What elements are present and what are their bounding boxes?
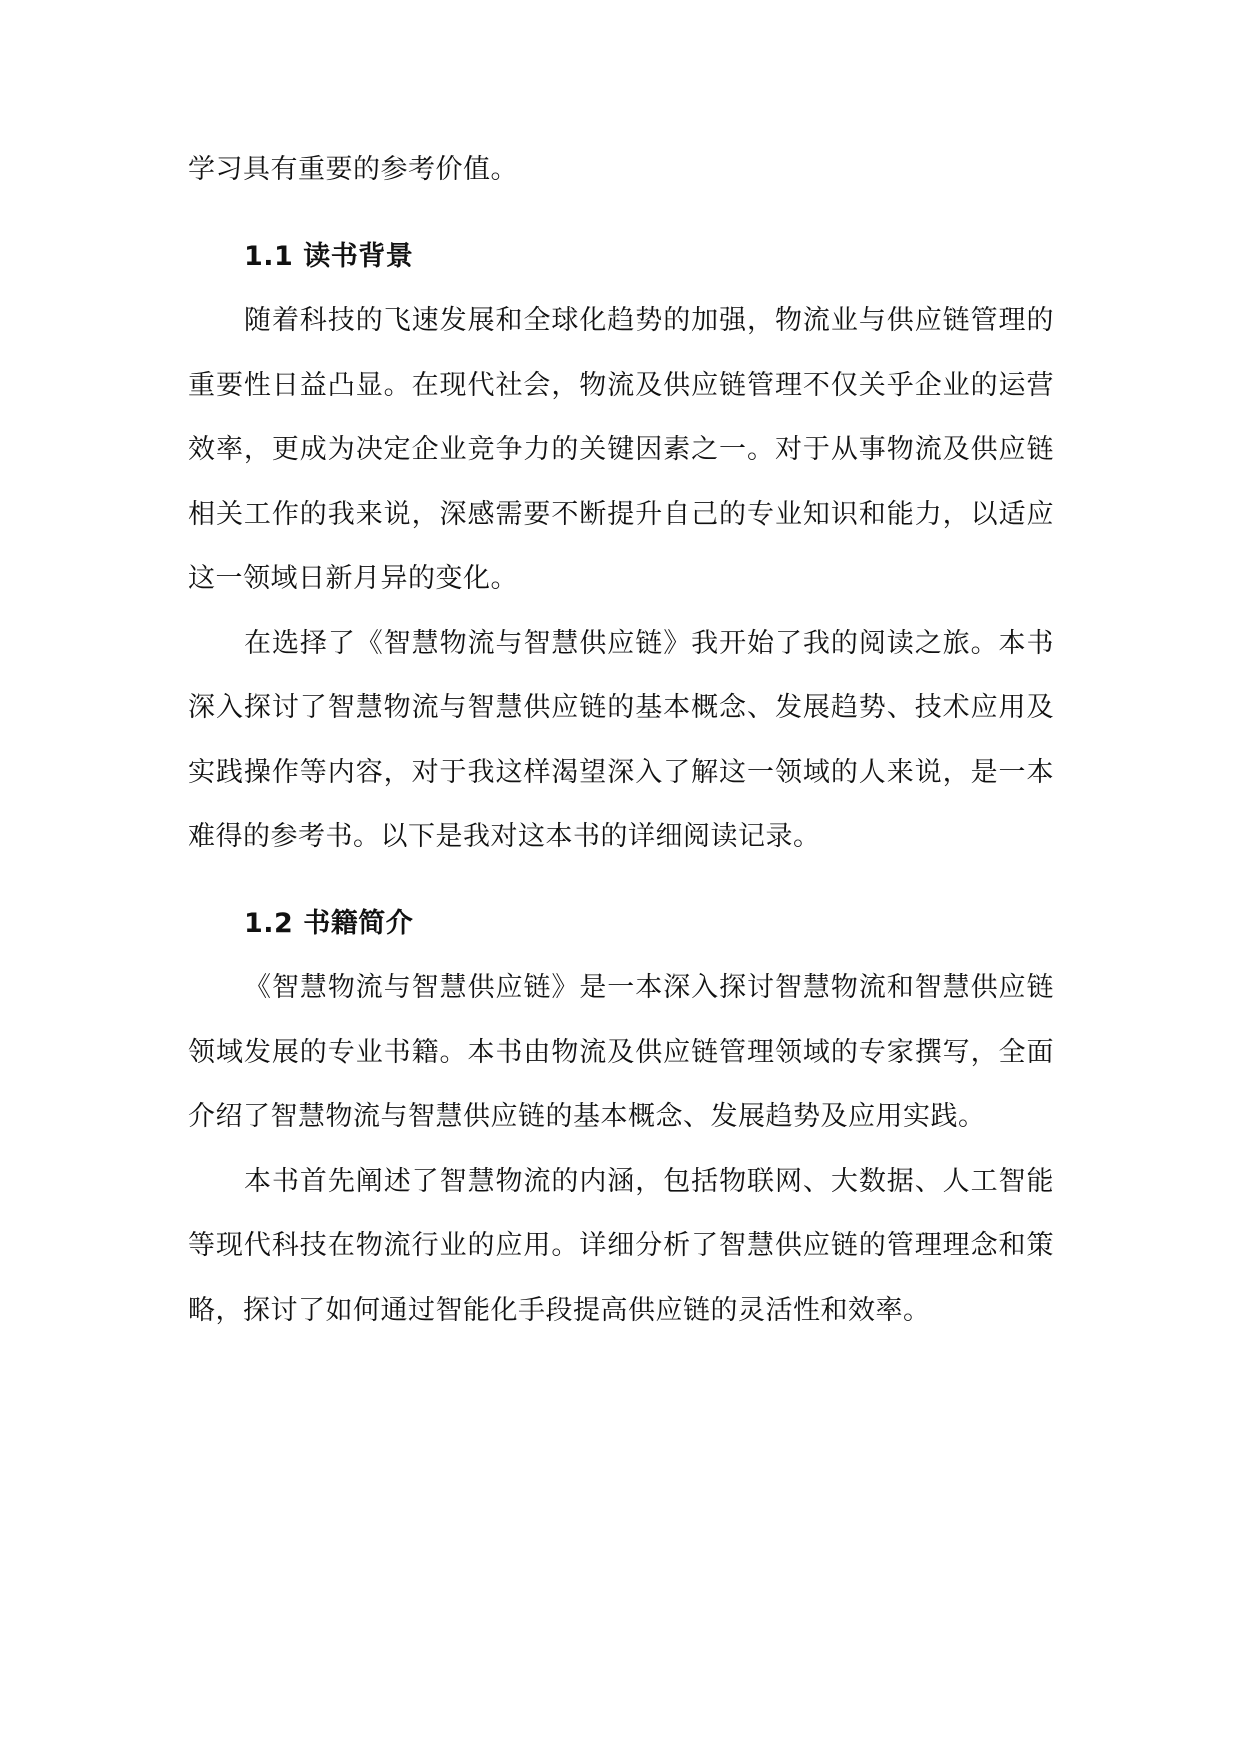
section-heading-1-2: 1.2 书籍简介: [244, 907, 414, 939]
paragraph-background-2: 在选择了《智慧物流与智慧供应链》我开始了我的阅读之旅。本书深入探讨了智慧物流与智慧供应链的基本概念、发展趋势、技术应用及实践操作等内容，对于我这样渴望深入了解这一领域的人来说，是一本难得的参考书。以下是我对这本书的详细阅读记录。: [188, 627, 1054, 852]
section-spacer: [188, 870, 1054, 892]
paragraph-intro-2: 本书首先阐述了智慧物流的内涵，包括物联网、大数据、人工智能等现代科技在物流行业的应用。详细分析了智慧供应链的管理理念和策略，探讨了如何通过智能化手段提高供应链的灵活性和效率。: [188, 1165, 1054, 1326]
section-spacer: [188, 203, 1054, 225]
paragraph-background-1: 随着科技的飞速发展和全球化趋势的加强，物流业与供应链管理的重要性日益凸显。在现代社会，物流及供应链管理不仅关乎企业的运营效率，更成为决定企业竞争力的关键因素之一。对于从事物流及供应链相关工作的我来说，深感需要不断提升自己的专业知识和能力，以适应这一领域日新月异的变化。: [188, 305, 1054, 594]
paragraph-intro-1: 《智慧物流与智慧供应链》是一本深入探讨智慧物流和智慧供应链领域发展的专业书籍。本书由物流及供应链管理领域的专家撰写，全面介绍了智慧物流与智慧供应链的基本概念、发展趋势及应用实践。: [188, 972, 1054, 1132]
section-heading-1-1: 1.1 读书背景: [244, 240, 414, 272]
document-body: [188, 138, 1054, 1343]
continuation-paragraph: 学习具有重要的参考价值。: [188, 154, 518, 185]
